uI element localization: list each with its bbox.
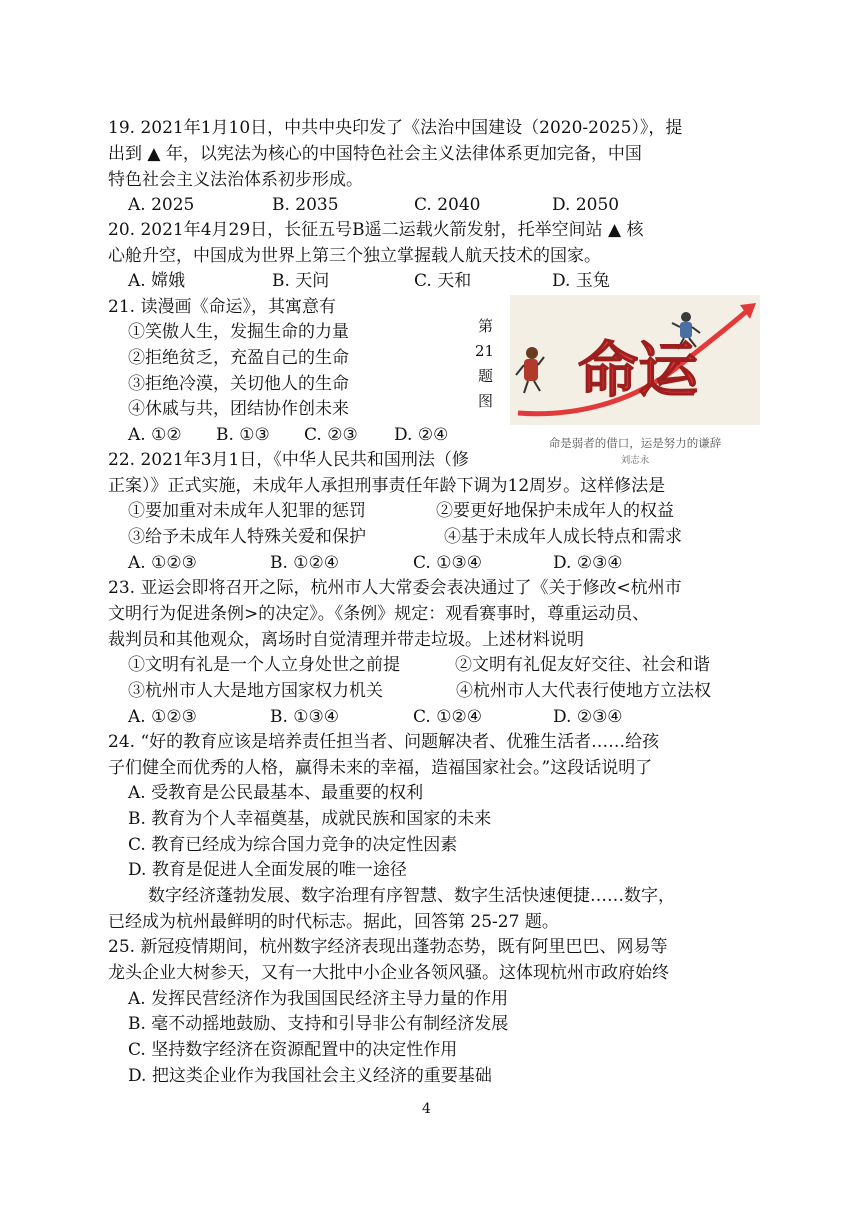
q23-option-a: A. ①②③ (128, 707, 197, 727)
intro-line-2: 已经成为杭州最鲜明的时代标志。据此，回答第 25-27 题。 (108, 912, 559, 932)
q25-option-d: D. 把这类企业作为我国社会主义经济的重要基础 (128, 1066, 492, 1086)
figure-label-char-4: 图 (478, 392, 494, 410)
q19-line-3: 特色社会主义法治体系初步形成。 (108, 170, 363, 190)
q19-option-c: C. 2040 (414, 195, 481, 215)
cartoon-title-text: 命运 (578, 336, 698, 406)
cartoon-caption-text: 命是弱者的借口，运是努力的谦辞 (548, 436, 722, 450)
q22-option-c: C. ①③④ (413, 553, 482, 573)
q25-line-2: 龙头企业大树参天，又有一大批中小企业各领风骚。这体现杭州市政府始终 (108, 963, 669, 983)
q21-line-1: 21. 读漫画《命运》，其寓意有 (108, 297, 336, 317)
q22-statement-1: ①要加重对未成年人犯罪的惩罚 (128, 501, 366, 521)
q22-statement-4: ④基于未成年人成长特点和需求 (444, 527, 682, 547)
q20-option-a: A. 嫦娥 (128, 271, 186, 291)
q24-line-2: 子们健全而优秀的人格，赢得未来的幸福，造福国家社会。”这段话说明了 (108, 758, 653, 778)
q25-line-1: 25. 新冠疫情期间，杭州数字经济表现出蓬勃态势，既有阿里巴巴、网易等 (108, 937, 668, 957)
q20-line-1: 20. 2021年4月29日，长征五号B遥二运载火箭发射，托举空间站 ▲ 核 (108, 220, 644, 240)
q23-statement-4: ④杭州市人大代表行使地方立法权 (456, 681, 711, 701)
q22-line-2: 正案）》正式实施，未成年人承担刑事责任年龄下调为12周岁。这样修法是 (108, 476, 666, 496)
q25-option-c: C. 坚持数字经济在资源配置中的决定性作用 (128, 1040, 458, 1060)
q22-statement-2: ②要更好地保护未成年人的权益 (436, 501, 674, 521)
q24-line-1: 24. “好的教育应该是培养责任担当者、问题解决者、优雅生活者……给孩 (108, 732, 660, 752)
q24-option-c: C. 教育已经成为综合国力竞争的决定性因素 (128, 835, 458, 855)
q21-statement-4: ④休戚与共，团结协作创未来 (128, 399, 349, 419)
q24-option-b: B. 教育为个人幸福奠基，成就民族和国家的未来 (128, 809, 492, 829)
q22-line-1: 22. 2021年3月1日，《中华人民共和国刑法（修 (108, 450, 469, 470)
figure-label-char-3: 题 (478, 367, 494, 385)
q20-option-c: C. 天和 (414, 271, 472, 291)
cartoon-fate-figure (510, 295, 760, 470)
q25-option-a: A. 发挥民营经济作为我国国民经济主导力量的作用 (128, 989, 509, 1009)
q21-option-c: C. ②③ (304, 425, 358, 445)
q22-option-b: B. ①②④ (270, 553, 340, 573)
page-number: 4 (422, 1101, 431, 1117)
q21-option-b: B. ①③ (216, 425, 270, 445)
q23-option-c: C. ①②④ (413, 707, 482, 727)
q20-option-d: D. 玉兔 (552, 271, 610, 291)
q22-option-a: A. ①②③ (128, 553, 197, 573)
intro-line-1: 数字经济蓬勃发展、数字治理有序智慧、数字生活快速便捷……数字， (148, 886, 675, 906)
q22-option-d: D. ②③④ (553, 553, 623, 573)
q23-statement-2: ②文明有礼促友好交往、社会和谐 (455, 655, 710, 675)
q21-option-a: A. ①② (128, 425, 182, 445)
q23-line-1: 23. 亚运会即将召开之际，杭州市人大常委会表决通过了《关于修改<杭州市 (108, 578, 682, 598)
q23-option-d: D. ②③④ (553, 707, 623, 727)
q24-option-a: A. 受教育是公民最基本、最重要的权利 (128, 783, 424, 803)
q22-statement-3: ③给予未成年人特殊关爱和保护 (128, 527, 366, 547)
q19-option-a: A. 2025 (128, 195, 195, 215)
q23-statement-3: ③杭州市人大是地方国家权力机关 (128, 681, 383, 701)
q20-option-b: B. 天问 (272, 271, 330, 291)
q24-option-d: D. 教育是促进人全面发展的唯一途径 (128, 860, 407, 880)
q23-statement-1: ①文明有礼是一个人立身处世之前提 (128, 655, 400, 675)
q19-line-2: 出到 ▲ 年，以宪法为核心的中国特色社会主义法律体系更加完备，中国 (108, 144, 642, 164)
q19-option-b: B. 2035 (272, 195, 339, 215)
q23-line-3: 裁判员和其他观众，离场时自觉清理并带走垃圾。上述材料说明 (108, 630, 584, 650)
q19-line-1: 19. 2021年1月10日，中共中央印发了《法治中国建设（2020-2025）》，提 (108, 118, 683, 138)
q21-statement-2: ②拒绝贫乏，充盈自己的生命 (128, 348, 349, 368)
figure-label-char-1: 第 (478, 317, 494, 335)
q21-statement-1: ①笑傲人生，发掘生命的力量 (128, 322, 349, 342)
q21-option-d: D. ②④ (394, 425, 449, 445)
figure-label-char-2: 21 (475, 342, 495, 360)
cartoon-author-text: 刘志永 (620, 455, 650, 466)
q21-statement-3: ③拒绝冷漠，关切他人的生命 (128, 374, 349, 394)
q23-option-b: B. ①③④ (270, 707, 340, 727)
q23-line-2: 文明行为促进条例>的决定》。《条例》规定：观看赛事时，尊重运动员、 (108, 604, 650, 624)
q19-option-d: D. 2050 (552, 195, 620, 215)
q25-option-b: B. 毫不动摇地鼓励、支持和引导非公有制经济发展 (128, 1014, 509, 1034)
q20-line-2: 心舱升空，中国成为世界上第三个独立掌握载人航天技术的国家。 (108, 246, 601, 266)
